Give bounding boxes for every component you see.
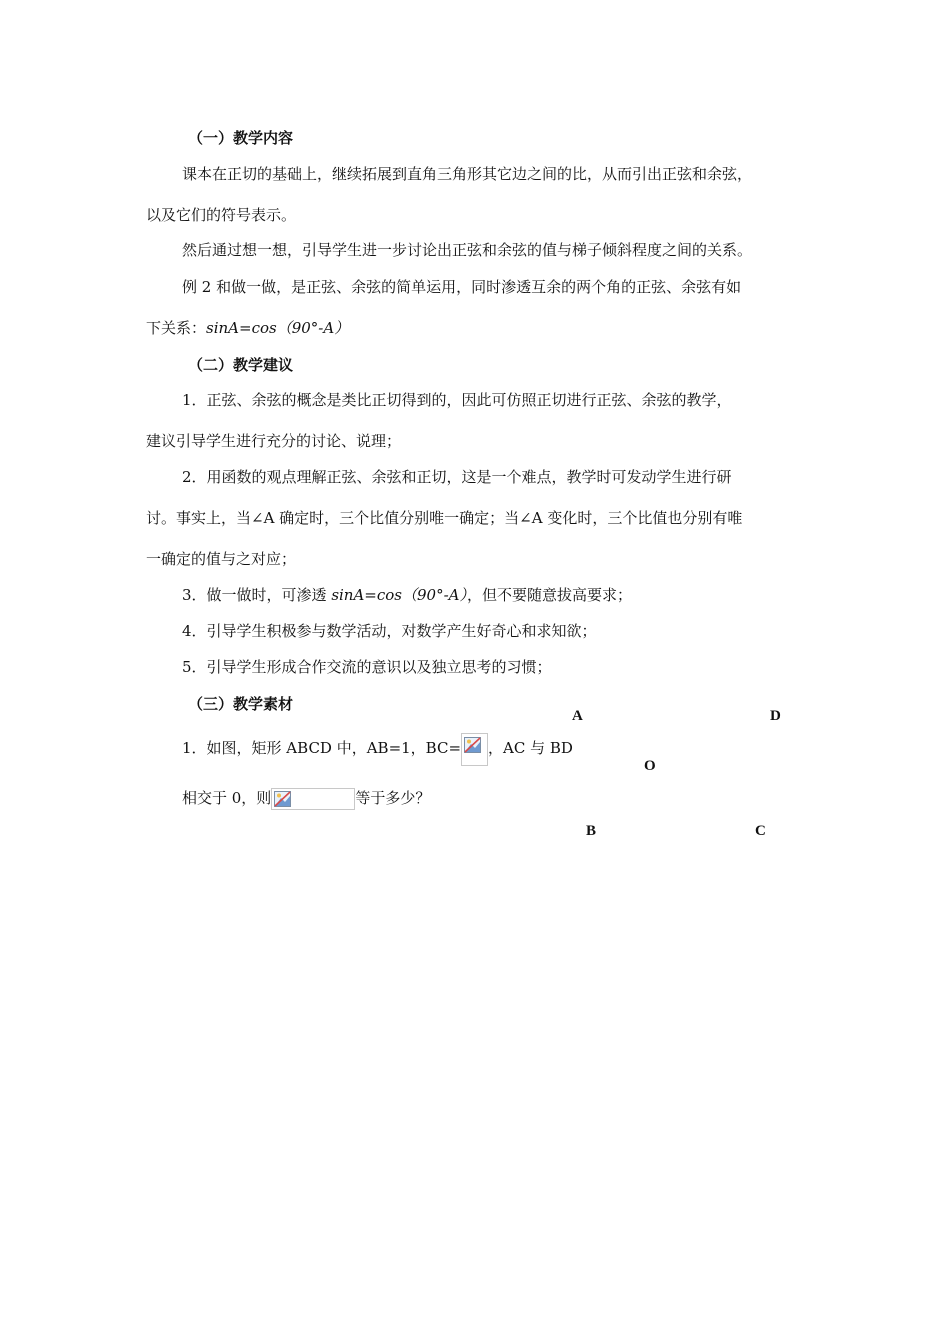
section3-question1-line1: [182, 731, 573, 766]
figure-label-c: C: [755, 823, 766, 839]
formula-sina-cos-2: sinA=cos（90°-A）: [331, 586, 467, 604]
section3-question1-line2: [182, 787, 430, 810]
section2-item2-line1: 2．用函数的观点理解正弦、余弦和正切，这是一个难点，教学时可发动学生进行研: [182, 468, 732, 486]
section1-paragraph2: 然后通过想一想，引导学生进一步讨论出正弦和余弦的值与梯子倾斜程度之间的关系。: [182, 241, 753, 259]
section1-paragraph3-prefix: 下关系：: [146, 319, 207, 337]
section1-heading: （一）教学内容: [188, 129, 294, 147]
section2-item1-line1: 1．正弦、余弦的概念是类比正切得到的，因此可仿照正切进行正弦、余弦的教学，: [182, 391, 732, 409]
figure-label-b: B: [586, 823, 597, 839]
question1-prefix: 1．如图，矩形 ABCD 中，AB=1，BC=: [182, 739, 462, 757]
figure-label-a: A: [572, 708, 583, 724]
section2-heading: （二）教学建议: [188, 356, 294, 374]
bc-formula-image: [461, 733, 488, 766]
question1-line2-suffix: 等于多少？: [355, 789, 431, 807]
formula-sina-cos: sinA=cos（90°-A）: [206, 319, 350, 337]
broken-image-icon: [464, 737, 481, 753]
section1-paragraph3-line2: [146, 318, 349, 338]
figure-label-o: O: [644, 758, 656, 774]
ratio-formula-image: [271, 788, 355, 810]
section2-item3-suffix: ，但不要随意拔高要求；: [467, 586, 633, 604]
section2-item1-line2: 建议引导学生进行充分的讨论、说理；: [146, 432, 402, 450]
section2-item5: 5．引导学生形成合作交流的意识以及独立思考的习惯；: [182, 658, 552, 676]
figure-label-d: D: [770, 708, 781, 724]
section1-paragraph1-line2: 以及它们的符号表示。: [146, 206, 297, 224]
question1-suffix: ，AC 与 BD: [488, 739, 573, 757]
question1-line2-prefix: 相交于 0，则: [182, 789, 272, 807]
section2-item3: [182, 585, 632, 605]
section2-item2-line2: 讨。事实上，当∠A 确定时，三个比值分别唯一确定；当∠A 变化时，三个比值也分别有唯: [146, 509, 743, 527]
section2-item4: 4．引导学生积极参与数学活动，对数学产生好奇心和求知欲；: [182, 622, 597, 640]
section2-item3-prefix: 3．做一做时，可渗透: [182, 586, 332, 604]
section3-heading: （三）教学素材: [188, 695, 294, 713]
section2-item2-line3: 一确定的值与之对应；: [146, 550, 297, 568]
section1-paragraph3-line1: 例 2 和做一做，是正弦、余弦的简单运用，同时渗透互余的两个角的正弦、余弦有如: [182, 278, 742, 296]
section1-paragraph1-line1: 课本在正切的基础上，继续拓展到直角三角形其它边之间的比，从而引出正弦和余弦，: [182, 165, 753, 183]
broken-image-icon: [274, 791, 291, 807]
